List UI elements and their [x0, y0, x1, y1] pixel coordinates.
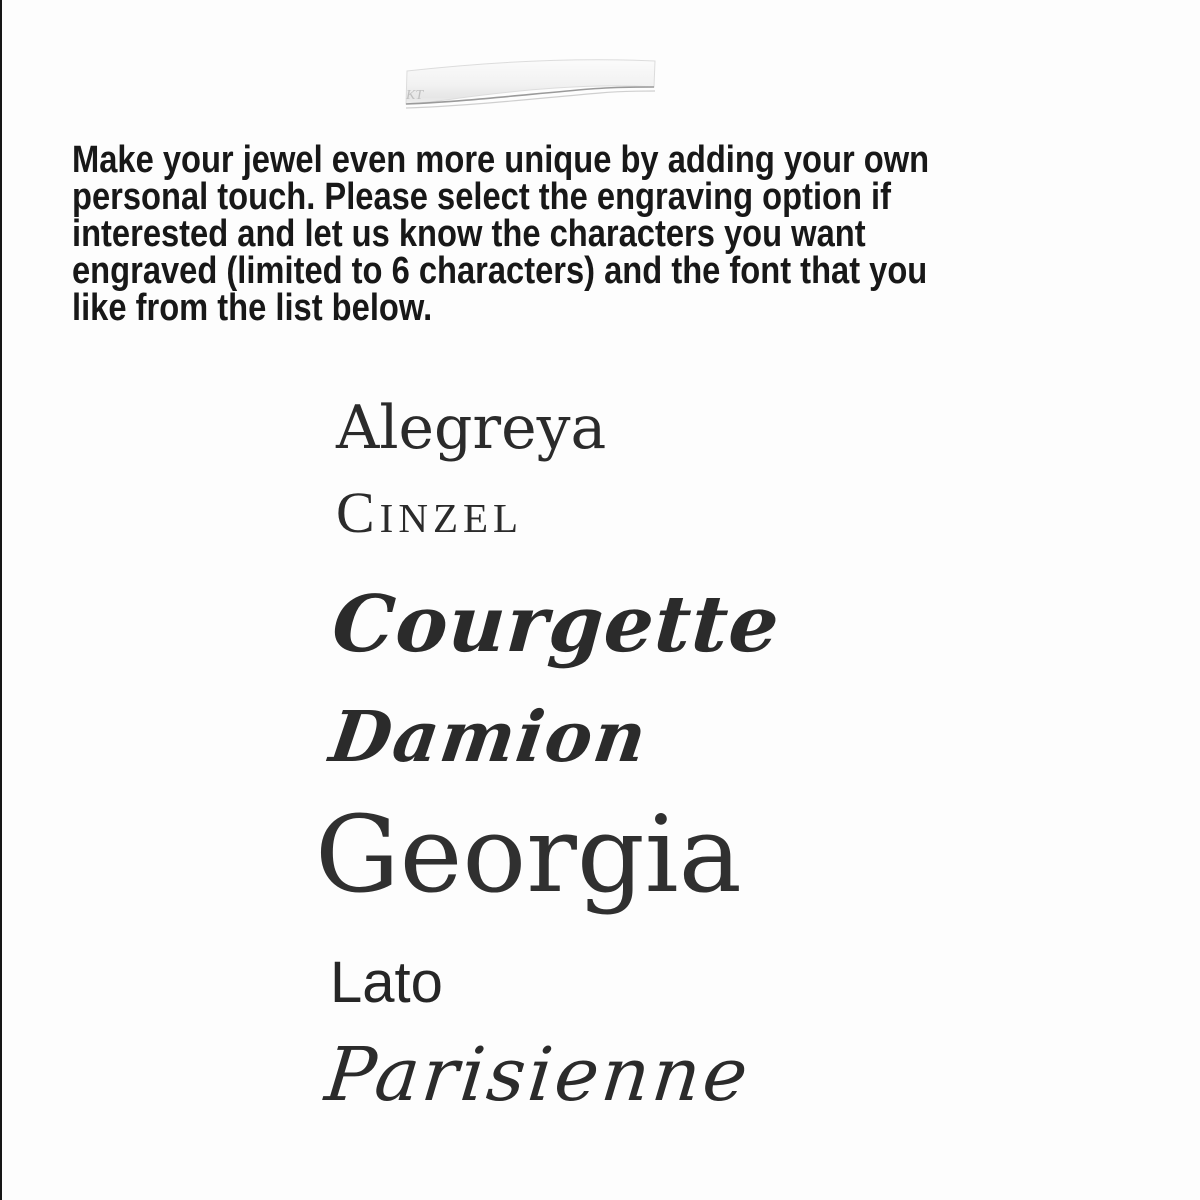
font-sample-parisienne: Parisienne: [321, 1032, 755, 1118]
left-border-line: [0, 0, 2, 1200]
font-sample-lato: Lato: [330, 950, 443, 1015]
intro-line: engraved (limited to 6 characters) and the font that you: [72, 250, 928, 292]
bracelet-photo: [400, 54, 660, 116]
intro-line: Make your jewel even more unique by adding your own: [72, 139, 930, 181]
font-sample-alegreya: Alegreya: [336, 393, 607, 463]
intro-paragraph: [72, 139, 1172, 329]
font-sample-courgette: Courgette: [329, 579, 783, 670]
intro-line: personal touch. Please select the engraving option if: [72, 176, 892, 218]
bracelet-image: [400, 54, 660, 116]
intro-line: like from the list below.: [72, 287, 433, 329]
intro-line: interested and let us know the characters you want: [72, 213, 866, 255]
font-sample-damion: Damion: [325, 695, 654, 778]
bracelet-engraving-text: KT: [406, 88, 424, 103]
font-sample-cinzel: Cinzel: [336, 480, 524, 545]
font-sample-georgia: Georgia: [315, 793, 742, 916]
